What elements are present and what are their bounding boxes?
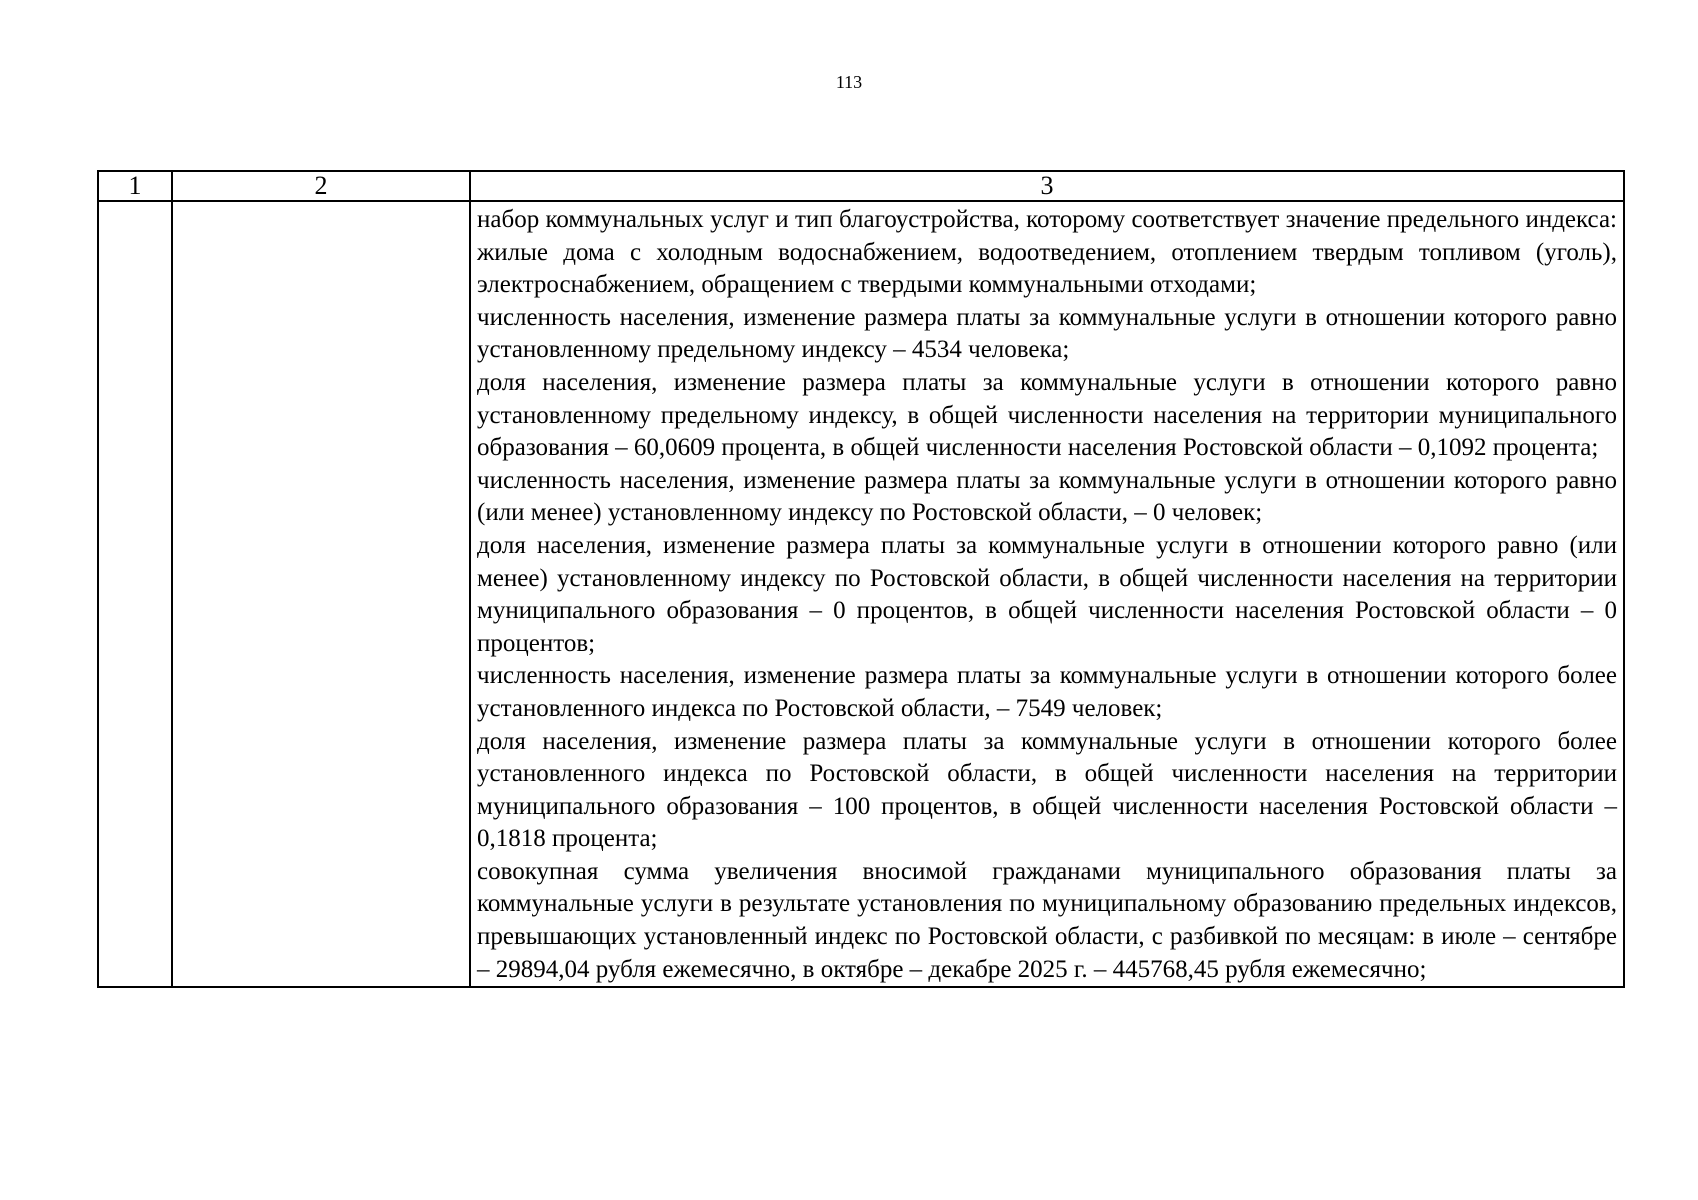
paragraph-share-above-regional: доля населения, изменение размера платы за коммунальные услуги в отношении которого более установленного индекса по Ростовской области, в общей численности населения на территории муниципального образования – 100 процентов, в общей численности населения Ростовской области – 0,1818 процента; [477,727,1617,853]
table-header-row [98,171,1624,201]
page-number: 113 [835,72,863,92]
column-header-3: 3 [470,171,1624,201]
paragraph-utility-set: набор коммунальных услуг и тип благоустройства, которому соответствует значение предельного индекса: жилые дома с холодным водоснабжением, водоотведением, отоплением твердым топливом (уголь), электроснабжением, обращением с твердыми коммунальными отходами; [477,206,1617,299]
paragraph-total-payment-increase: совокупная сумма увеличения вносимой гражданами муниципального образования платы за коммунальные услуги в результате установления по муниципальному образованию предельных индексов, превышающих установленный индекс по Ростовской области, с разбивкой по месяцам: в июле – сентябре – 29894,04 рубля ежемесячно, в октябре – декабре 2025 г. – 445768,45 рубля ежемесячно; [477,857,1617,983]
document-table [97,170,1625,988]
table-row [98,201,1624,987]
cell-column-1 [98,201,172,987]
column-header-1: 1 [98,171,172,201]
paragraph-share-equal-or-less-regional: доля населения, изменение размера платы за коммунальные услуги в отношении которого равно (или менее) установленному индексу по Ростовской области, в общей численности населения на территории муниципального образования – 0 процентов, в общей численности населения Ростовской области – 0 процентов; [477,531,1617,657]
cell-column-2 [172,201,470,987]
cell-column-3 [470,201,1624,987]
column-header-2: 2 [172,171,470,201]
paragraph-population-equal-or-less-regional: численность населения, изменение размера платы за коммунальные услуги в отношении которого равно (или менее) установленному индексу по Ростовской области, – 0 человек; [477,466,1617,527]
paragraph-population-equal-limit: численность населения, изменение размера платы за коммунальные услуги в отношении которого равно установленному предельному индексу – 4534 человека; [477,303,1617,364]
paragraph-share-equal-limit: доля населения, изменение размера платы за коммунальные услуги в отношении которого равно установленному предельному индексу, в общей численности населения на территории муниципального образования – 60,0609 процента, в общей численности населения Ростовской области – 0,1092 процента; [477,368,1617,462]
paragraph-population-above-regional: численность населения, изменение размера платы за коммунальные услуги в отношении которого более установленного индекса по Ростовской области, – 7549 человек; [477,662,1617,722]
